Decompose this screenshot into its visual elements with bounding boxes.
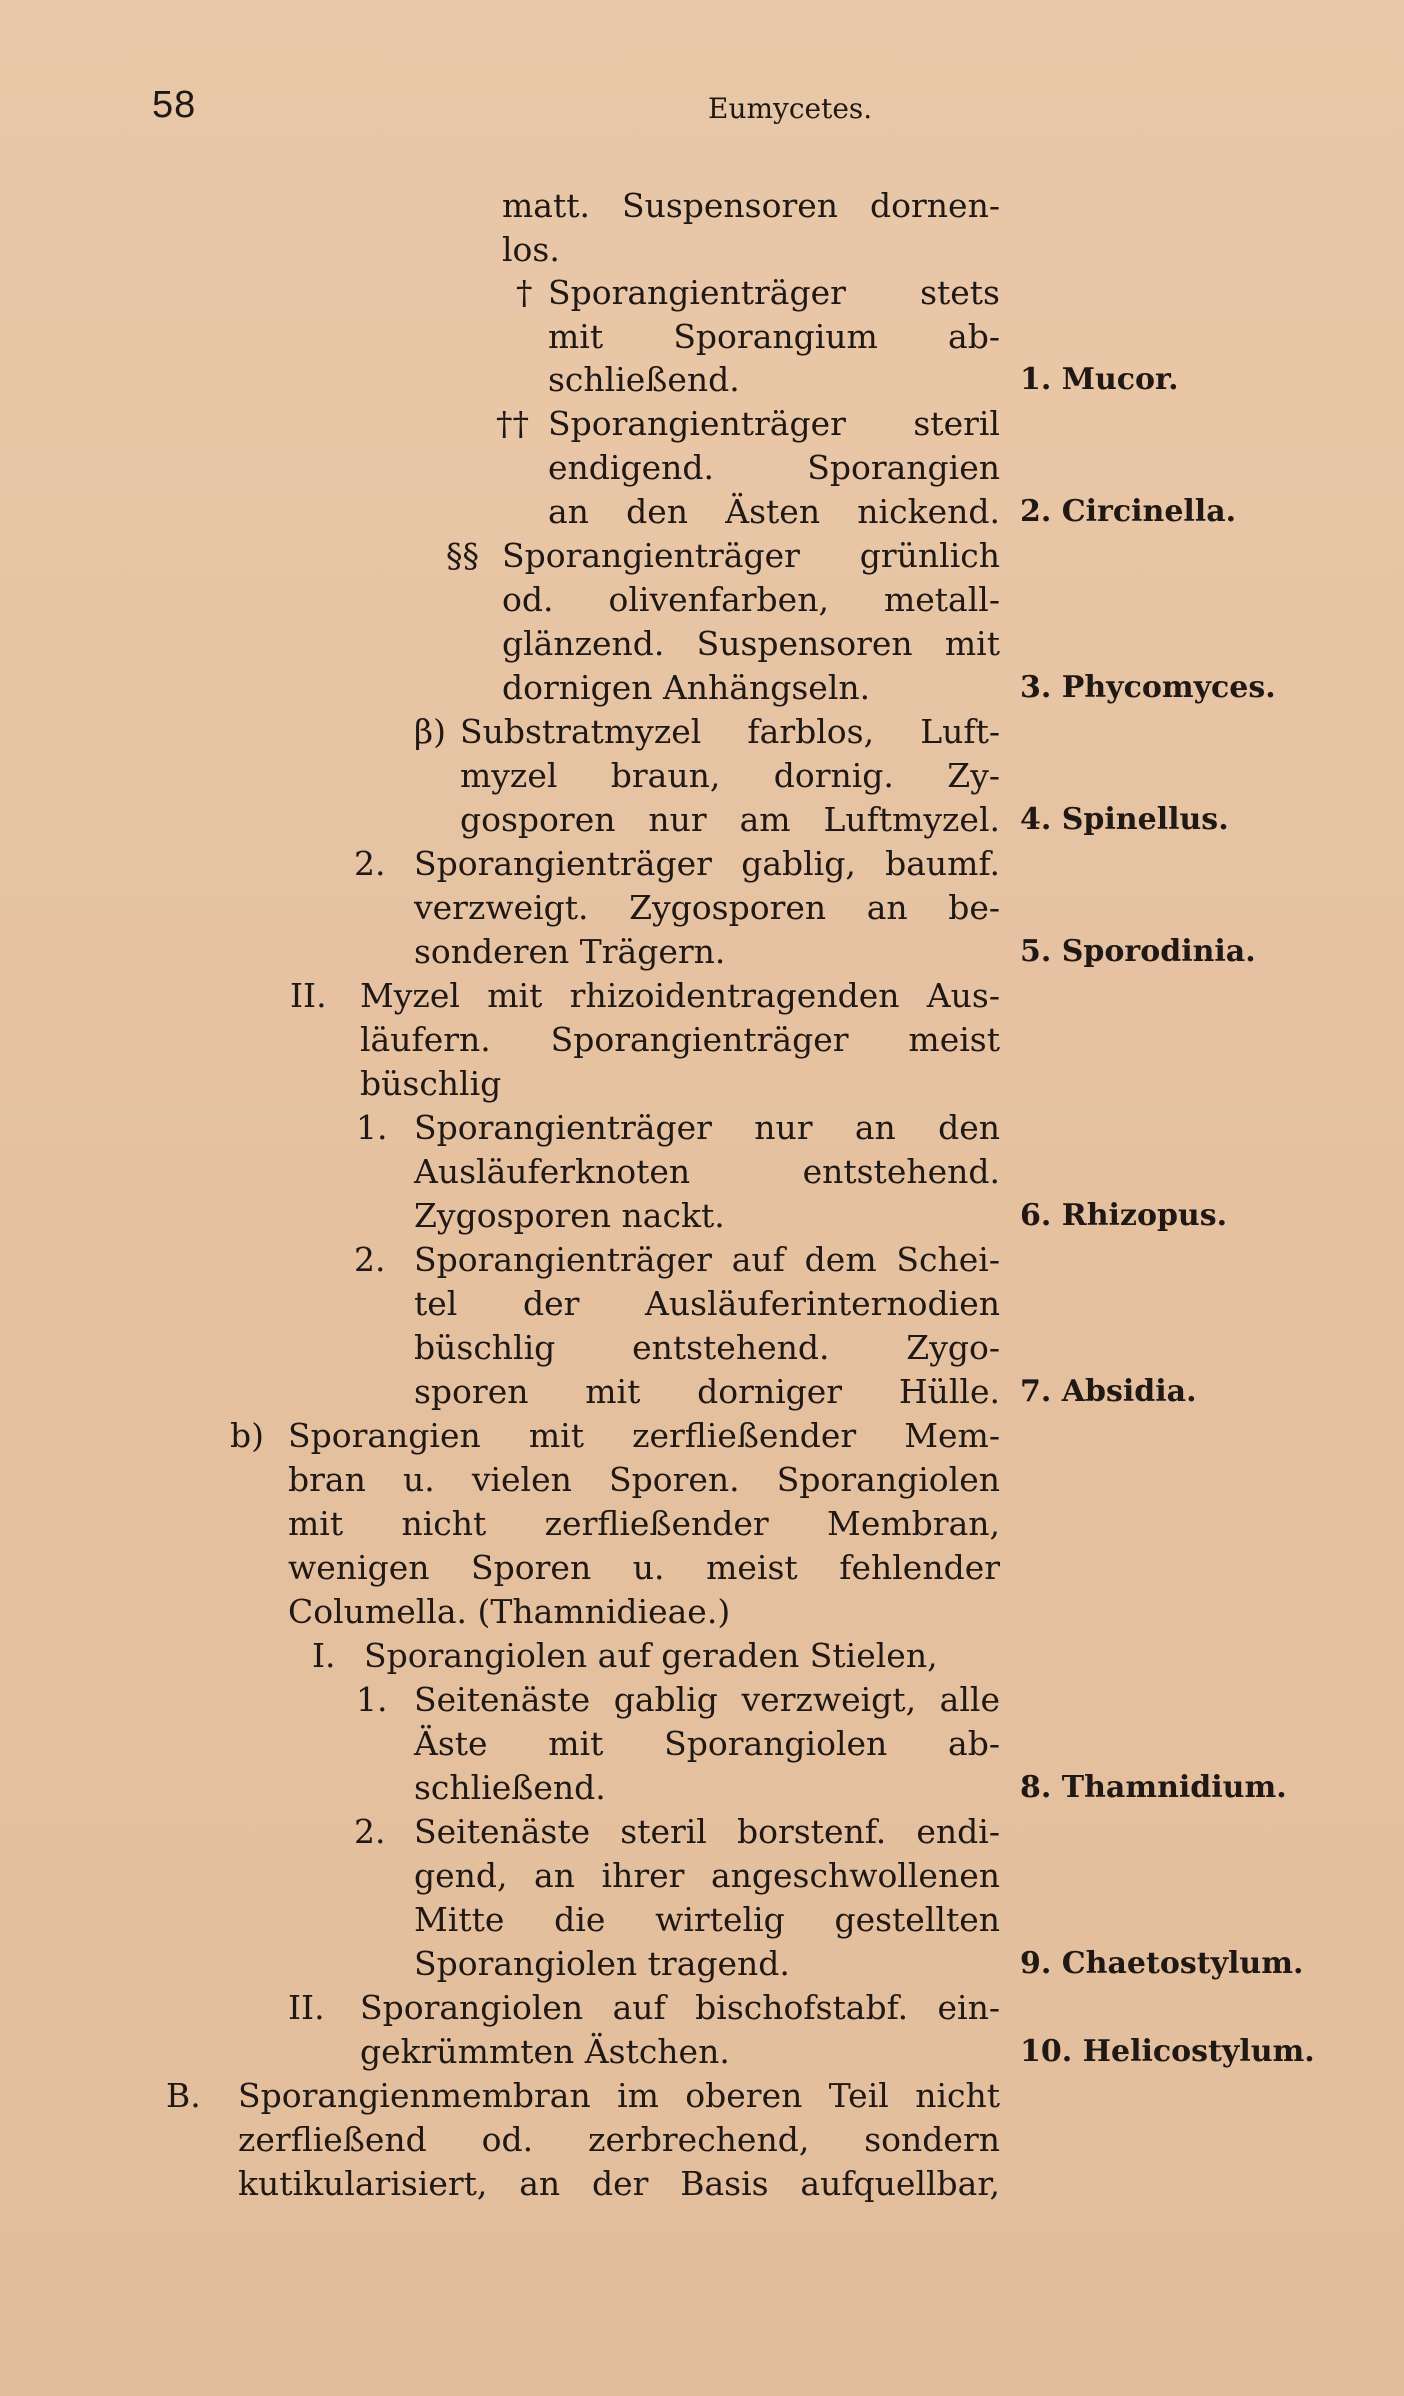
text-line: schließend. xyxy=(548,360,740,399)
text-line: endigend. Sporangien xyxy=(548,448,1000,487)
key-label: I. xyxy=(312,1636,336,1675)
text-line: sporen mit dorniger Hülle. xyxy=(414,1372,1000,1411)
genus-name: 3. Phycomyces. xyxy=(1020,670,1276,705)
key-label: b) xyxy=(230,1416,264,1455)
text-line: Sporangienträger stets xyxy=(548,273,1000,312)
text-line: läufern. Sporangienträger meist xyxy=(360,1020,1000,1059)
text-line: zerfließend od. zerbrechend, sondern xyxy=(238,2120,1000,2159)
text-line: kutikularisiert, an der Basis aufquellbar, xyxy=(238,2164,1000,2203)
text-line: mit nicht zerfließender Membran, xyxy=(288,1504,1000,1543)
text-line: myzel braun, dornig. Zy- xyxy=(460,756,1000,795)
text-line: Mitte die wirtelig gestellten xyxy=(414,1900,1000,1939)
genus-name: 4. Spinellus. xyxy=(1020,802,1229,837)
text-line: Sporangiolen auf bischofstabf. ein- xyxy=(360,1988,1000,2027)
key-label: II. xyxy=(290,976,327,1015)
text-line: gosporen nur am Luftmyzel. xyxy=(460,800,1000,839)
genus-name: 1. Mucor. xyxy=(1020,362,1179,397)
running-head: Eumycetes. xyxy=(708,92,873,125)
page-number: 58 xyxy=(152,84,197,126)
genus-name: 8. Thamnidium. xyxy=(1020,1770,1287,1805)
text-line: Myzel mit rhizoidentragenden Aus- xyxy=(360,976,1000,1015)
key-label: 2. xyxy=(354,844,386,883)
key-label: β) xyxy=(414,712,446,751)
text-line: Columella. (Thamnidieae.) xyxy=(288,1592,731,1631)
text-line: sonderen Trägern. xyxy=(414,932,726,971)
text-line: od. olivenfarben, metall- xyxy=(502,580,1000,619)
key-label: 2. xyxy=(354,1812,386,1851)
key-label: †† xyxy=(496,404,529,443)
text-line: gend, an ihrer angeschwollenen xyxy=(414,1856,1000,1895)
genus-name: 5. Sporodinia. xyxy=(1020,934,1256,969)
text-line: Äste mit Sporangiolen ab- xyxy=(414,1724,1000,1763)
text-line: wenigen Sporen u. meist fehlender xyxy=(288,1548,1000,1587)
text-line: Substratmyzel farblos, Luft- xyxy=(460,712,1000,751)
key-label: B. xyxy=(166,2076,201,2115)
genus-name: 2. Circinella. xyxy=(1020,494,1237,529)
text-line: Sporangienträger grünlich xyxy=(502,536,1000,575)
text-line: verzweigt. Zygosporen an be- xyxy=(414,888,1000,927)
genus-name: 7. Absidia. xyxy=(1020,1374,1197,1409)
key-label: §§ xyxy=(446,536,479,575)
genus-name: 9. Chaetostylum. xyxy=(1020,1946,1304,1981)
text-line: tel der Ausläuferinternodien xyxy=(414,1284,1000,1323)
genus-name: 10. Helicostylum. xyxy=(1020,2034,1315,2069)
text-line: los. xyxy=(502,230,560,269)
text-line: Sporangien mit zerfließender Mem- xyxy=(288,1416,1000,1455)
key-label: † xyxy=(516,273,533,312)
key-label: 1. xyxy=(356,1108,388,1147)
text-line: Sporangienträger steril xyxy=(548,404,1000,443)
text-line: Sporangienträger auf dem Schei- xyxy=(414,1240,1000,1279)
key-label: 1. xyxy=(356,1680,388,1719)
text-line: Sporangiolen tragend. xyxy=(414,1944,790,1983)
text-line: Sporangienträger gablig, baumf. xyxy=(414,844,1000,883)
key-label: 2. xyxy=(354,1240,386,1279)
text-line: Seitenäste steril borstenf. endi- xyxy=(414,1812,1000,1851)
text-line: glänzend. Suspensoren mit xyxy=(502,624,1000,663)
text-line: Sporangiolen auf geraden Stielen, xyxy=(364,1636,938,1675)
text-line: gekrümmten Ästchen. xyxy=(360,2032,730,2071)
text-line: büschlig xyxy=(360,1064,502,1103)
text-line: Seitenäste gablig verzweigt, alle xyxy=(414,1680,1000,1719)
text-line: schließend. xyxy=(414,1768,606,1807)
text-line: Ausläuferknoten entstehend. xyxy=(414,1152,1000,1191)
text-line: bran u. vielen Sporen. Sporangiolen xyxy=(288,1460,1000,1499)
text-line: mit Sporangium ab- xyxy=(548,317,1000,356)
text-line: Sporangienträger nur an den xyxy=(414,1108,1000,1147)
text-line: dornigen Anhängseln. xyxy=(502,668,871,707)
genus-name: 6. Rhizopus. xyxy=(1020,1198,1228,1233)
text-line: Sporangienmembran im oberen Teil nicht xyxy=(238,2076,1000,2115)
text-line: an den Ästen nickend. xyxy=(548,492,1000,531)
text-line: Zygosporen nackt. xyxy=(414,1196,725,1235)
text-line: büschlig entstehend. Zygo- xyxy=(414,1328,1000,1367)
key-label: II. xyxy=(288,1988,325,2027)
text-line: matt. Suspensoren dornen- xyxy=(502,186,1000,225)
